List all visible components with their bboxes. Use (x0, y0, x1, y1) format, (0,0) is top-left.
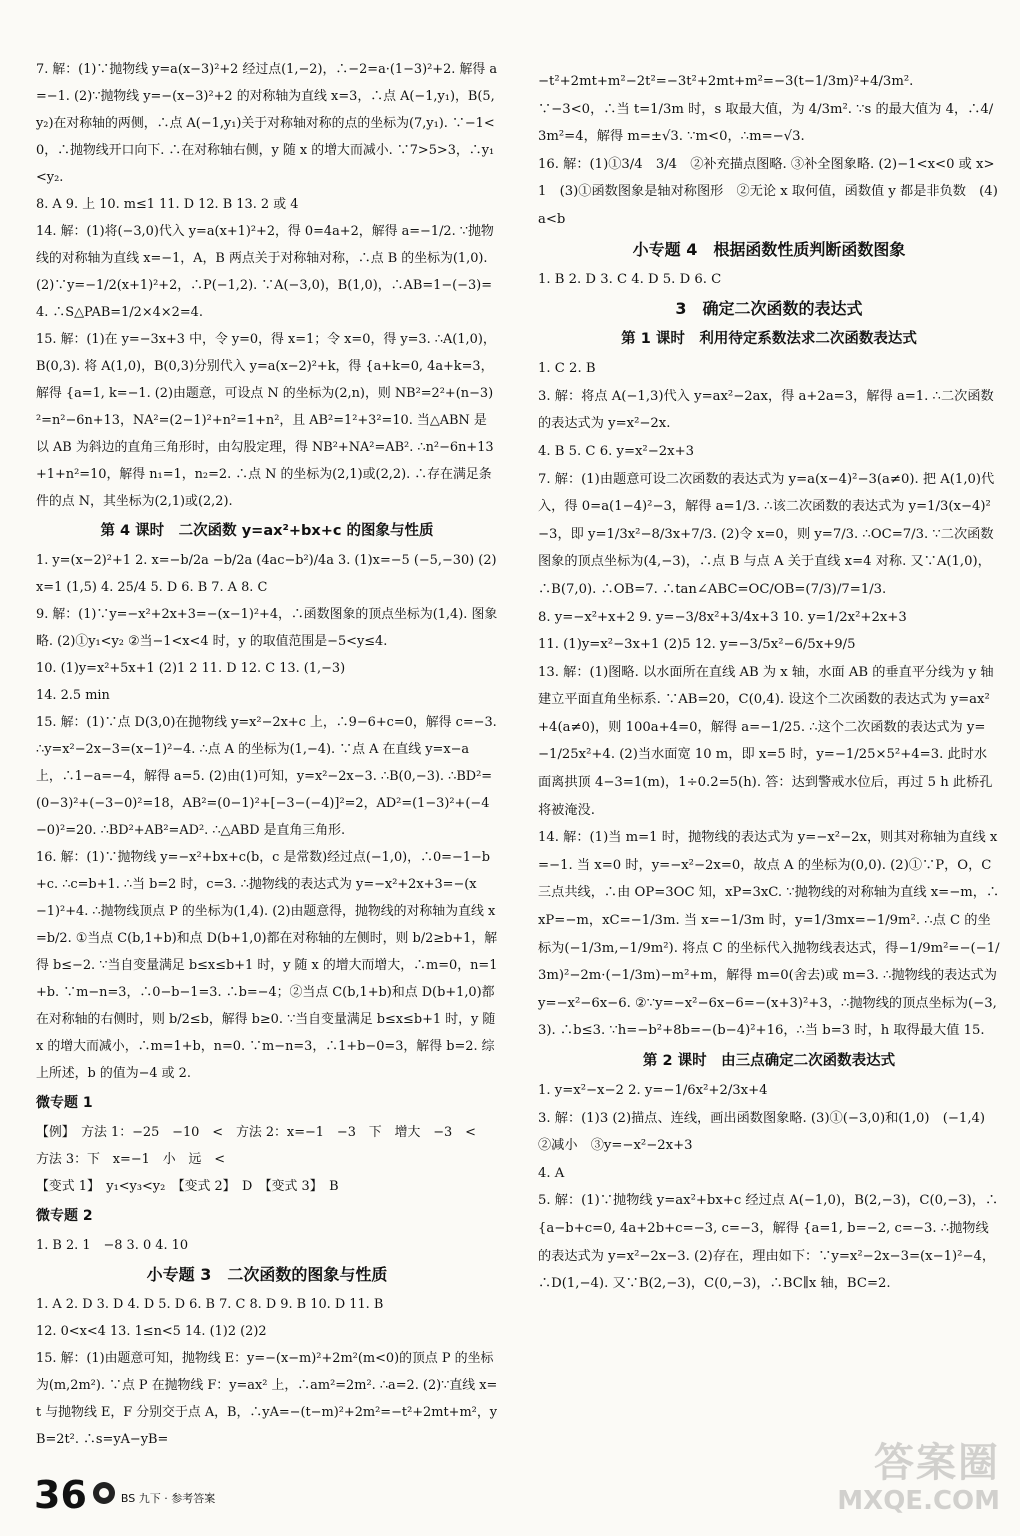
page-number: 36 (34, 1473, 87, 1517)
answer-15: 15. 解：(1)在 y=−3x+3 中，令 y=0，得 x=1；令 x=0，得 y=3. ∴A(1,0)，B(0,3). 将 A(1,0)，B(0,3)分别代入 y=a(x−2)²+k，得 {a+k=0, 4a+k=3，解得 {a=1, k=−1. (2)由题意，可设点 N 的坐标为(2,n)，则 NB²=2²+(n−3)²=n²−6n+13，NA²=(2−1)²+n²=1+n²，且 AB²=1²+3²=10. 当△ABN 是以 AB 为斜边的直角三角形时，由勾股定理，得 NB²+NA²=AB². ∴n²−6n+13+1+n²=10，解得 n₁=1，n₂=2. ∴点 N 的坐标为(2,1)或(2,2). ∴存在满足条件的点 N，其坐标为(2,1)或(2,2). (36, 332, 496, 509)
answer-14: 14. 解：(1)将(−3,0)代入 y=a(x+1)²+2，得 0=4a+2，解得 a=−1/2. ∵抛物线的对称轴为直线 x=−1，A，B 两点关于对称轴对称，∴点 B 的坐标为(1,0). (2)∵y=−1/2(x+1)²+2，∴P(−1,2). ∵A(−3,0)，B(1,0)，∴AB=1−(−3)=4. ∴S△PAB=1/2×4×2=4. (36, 224, 494, 320)
left-column (36, 56, 498, 1453)
right-column (538, 68, 1000, 1298)
topic-3-heading: 小专题 3 二次函数的图象与性质 (146, 1265, 388, 1284)
topic-4-heading: 小专题 4 根据函数性质判断函数图象 (632, 239, 906, 259)
lesson-2-answer-4: 4. A (538, 1165, 565, 1181)
lesson-4-answer-15: 15. 解：(1)∵点 D(3,0)在抛物线 y=x²−2x+c 上，∴9−6+c=0，解得 c=−3. ∴y=x²−2x−3=(x−1)²−4. ∴点 A 的坐标为(1,−4). ∵点 A 在直线 y=x−a 上，∴1−a=−4，解得 a=5. (2)由(1)可知，y=x²−2x−3. ∴B(0,−3). ∴BD²=(0−3)²+(−3−0)²=18，AB²=(0−1)²+[−3−(−4)]²=2，AD²=(1−3)²+(−4−0)²=20. ∴BD²+AB²=AD². ∴△ABD 是直角三角形. (36, 715, 497, 838)
lesson-1-answer-14: 14. 解：(1)当 m=1 时，抛物线的表达式为 y=−x²−2x，则其对称轴为直线 x=−1. 当 x=0 时，y=−x²−2x=0，故点 A 的坐标为(0,0). (2)①∵P，O，C 三点共线，∴由 OP=3OC 知，xP=3xC. ∵抛物线的对称轴为直线 x=−m，∴xP=−m，xC=−1/3m. 当 x=−1/3m 时，y=1/3mx=−1/9m². ∴点 C 的坐标为(−1/3m,−1/9m²). 将点 C 的坐标代入抛物线表达式，得−1/9m²=−(−1/3m)²−2m·(−1/3m)−m²+m，解得 m=0(舍去)或 m=3. ∴抛物线的表达式为 y=−x²−6x−6. ②∵y=−x²−6x−6=−(x+3)²+3，∴抛物线的顶点坐标为(−3,3). ∴b≤3. ∵h=−b²+8b=−(b−4)²+16，∴当 b=3 时，h 取得最大值 15. (538, 830, 1000, 1039)
micro-topic-1-variants: 【变式 1】 y₁<y₃<y₂ 【变式 2】 D 【变式 3】 B (36, 1179, 339, 1194)
lesson-2-answer-5: 5. 解：(1)∵抛物线 y=ax²+bx+c 经过点 A(−1,0)，B(2,−3)，C(0,−3)，∴{a−b+c=0, 4a+2b+c=−3, c=−3，解得 {a=1, b=−2, c=−3. ∴抛物线的表达式为 y=x²−2x−3. (2)存在，理由如下：∵y=x²−2x−3=(x−1)²−4，∴D(1,−4). 又∵B(2,−3)，C(0,−3)，∴BC∥x 轴，BC=2. (538, 1193, 999, 1292)
micro-topic-2-title: 微专题 2 (36, 1208, 93, 1224)
topic-3-answers-1-11: 1. A 2. D 3. D 4. D 5. D 6. B 7. C 8. D 9. B 10. D 11. B (36, 1297, 384, 1312)
micro-topic-1-example: 【例】 方法 1：−25 −10 < 方法 2：x=−1 −3 下 增大 −3 < 方法 3：下 x=−1 小 远 < (36, 1125, 489, 1167)
lesson-2-answers-1-2: 1. y=x²−x−2 2. y=−1/6x²+2/3x+4 (538, 1083, 768, 1098)
watermark-title: 答案圈 (874, 1440, 1000, 1486)
lesson-1-heading: 第 1 课时 利用待定系数法求二次函数表达式 (621, 331, 917, 348)
lesson-1-answers-4-6: 4. B 5. C 6. y=x²−2x+3 (538, 443, 695, 459)
lesson-4-answers-1-8: 1. y=(x−2)²+1 2. x=−b/2a −b/2a (4ac−b²)/4a 3. (1)x=−5 (−5,−30) (2)x=1 (1,5) 4. 25/4 5. D 6. B 7. A 8. C (36, 553, 497, 595)
topic-4-answers: 1. B 2. D 3. C 4. D 5. D 6. C (538, 271, 722, 287)
topic-3-answer-16: 16. 解：(1)①3/4 3/4 ②补充描点图略. ③补全图象略. (2)−1<x<0 或 x>1 (3)①函数图象是轴对称图形 ②无论 x 取何值，函数值 y 都是非负数 (4)a<b (538, 156, 998, 227)
micro-topic-2-answers: 1. B 2. 1 −8 3. 0 4. 10 (36, 1238, 189, 1253)
topic-3-answer-15-conclusion: ∵−3<0，∴当 t=1/3m 时，s 取最大值，为 4/3m². ∵s 的最大值为 4，∴4/3m²=4，解得 m=±√3. ∵m<0，∴m=−√3. (538, 101, 994, 145)
topic-3-answer-15: 15. 解：(1)由题意可知，抛物线 E：y=−(x−m)²+2m²(m<0)的顶点 P 的坐标为(m,2m²). ∵点 P 在抛物线 F：y=ax² 上，∴am²=2m². ∴a=2. (2)∵直线 x=t 与抛物线 E，F 分别交于点 A，B，∴yA=−(t−m)²+2m²=−t²+2mt+m²，yB=2t². ∴s=yA−yB= (36, 1351, 498, 1447)
lesson-4-answer-16: 16. 解：(1)∵抛物线 y=−x²+bx+c(b，c 是常数)经过点(−1,0)，∴0=−1−b+c. ∴c=b+1. ∴当 b=2 时，c=3. ∴抛物线的表达式为 y=−x²+2x+3=−(x−1)²+4. ∴抛物线顶点 P 的坐标为(1,4). (2)由题意得，抛物线的对称轴为直线 x=b/2. ①当点 C(b,1+b)和点 D(b+1,0)都在对称轴的左侧时，则 b/2≥b+1，解得 b≤−2. ∵当自变量满足 b≤x≤b+1 时，y 随 x 的增大而增大，∴m=0，n=1+b. ∵m−n=3，∴0−b−1=3. ∴b=−4；②当点 C(b,1+b)和点 D(b+1,0)都在对称轴的右侧时，则 b/2≤b，解得 b≥0. ∵当自变量满足 b≤x≤b+1 时，y 随 x 的增大而减小，∴m=1+b，n=0. ∵m−n=3，∴1+b−0=3，解得 b=2. 综上所述，b 的值为−4 或 2. (36, 850, 498, 1081)
footer-caption: BS 九下 · 参考答案 (120, 1492, 216, 1505)
watermark (810, 1440, 1000, 1522)
publisher-logo-icon (93, 1482, 115, 1504)
watermark-url: MXQE.COM (837, 1486, 1000, 1516)
lesson-1-answer-7: 7. 解：(1)由题意可设二次函数的表达式为 y=a(x−4)²−3(a≠0). 把 A(1,0)代入，得 0=a(1−4)²−3，解得 a=1/3. ∴该二次函数的表达式为 y=1/3(x−4)²−3，即 y=1/3x²−8/3x+7/3. (2)令 x=0，则 y=7/3. ∴OC=7/3. ∵二次函数图象的顶点坐标为(4,−3)，∴点 B 与点 A 关于直线 x=4 对称. 又∵A(1,0)，∴B(7,0). ∴OB=7. ∴tan∠ABC=OC/OB=(7/3)/7=1/3. (538, 471, 995, 597)
answer-7: 7. 解：(1)∵抛物线 y=a(x−3)²+2 经过点(1,−2)，∴−2=a·(1−3)²+2. 解得 a=−1. (2)∵抛物线 y=−(x−3)²+2 的对称轴为直线 x=3，∴点 A(−1,y₁)，B(5,y₂)在对称轴的两侧，∴点 A(−1,y₁)关于对称轴对称的点的坐标为(7,y₁). ∵−1<0，∴抛物线开口向下. ∴在对称轴右侧，y 随 x 的增大而减小. ∵7>5>3，∴y₁<y₂. (36, 62, 498, 185)
topic-3-answer-15-continued: −t²+2mt+m²−2t²=−3t²+2mt+m²=−3(t−1/3m)²+4/3m². (538, 74, 914, 89)
lesson-4-answer-9: 9. 解：(1)∵y=−x²+2x+3=−(x−1)²+4，∴函数图象的顶点坐标为(1,4). 图象略. (2)①y₁<y₂ ②当−1<x<4 时，y 的取值范围是−5<y≤4. (36, 607, 498, 649)
section-3-heading: 3 确定二次函数的表达式 (675, 299, 863, 319)
lesson-4-answers-10-13: 10. (1)y=x²+5x+1 (2)1 2 11. D 12. C 13. (1,−3) (36, 661, 346, 676)
lesson-1-answers-1-2: 1. C 2. B (538, 361, 596, 377)
topic-3-answers-12-14: 12. 0<x<4 13. 1≤n<5 14. (1)2 (2)2 (36, 1324, 267, 1339)
lesson-4-answer-14: 14. 2.5 min (36, 688, 110, 703)
lesson-1-answers-8-10: 8. y=−x²+x+2 9. y=−3/8x²+3/4x+3 10. y=1/2x²+2x+3 (538, 609, 907, 625)
lesson-4-heading: 第 4 课时 二次函数 y=ax²+bx+c 的图象与性质 (100, 523, 434, 539)
micro-topic-1-title: 微专题 1 (36, 1095, 93, 1111)
lesson-1-answer-13: 13. 解：(1)图略. 以水面所在直线 AB 为 x 轴，水面 AB 的垂直平分线为 y 轴建立平面直角坐标系. ∵AB=20，C(0,4). 设这个二次函数的表达式为 y=ax²+4(a≠0)，则 100a+4=0，解得 a=−1/25. ∴这个二次函数的表达式为 y=−1/25x²+4. (2)当水面宽 10 m，即 x=5 时，y=−1/25×5²+4=3. 此时水面离拱顶 4−3=1(m)，1÷0.2=5(h). 答：达到警戒水位后，再过 5 h 此桥孔将被淹没. (538, 664, 994, 818)
page-footer (34, 1470, 216, 1517)
lesson-2-answer-3: 3. 解：(1)3 (2)描点、连线，画出函数图象略. (3)①(−3,0)和(1,0) (−1,4) ②减小 ③y=−x²−2x+3 (538, 1110, 999, 1154)
answers-8-13: 8. A 9. 上 10. m≤1 11. D 12. B 13. 2 或 4 (36, 197, 299, 212)
lesson-1-answers-11-12: 11. (1)y=x²−3x+1 (2)5 12. y=−3/5x²−6/5x+9/5 (538, 637, 856, 653)
lesson-1-answer-3: 3. 解：将点 A(−1,3)代入 y=ax²−2ax，得 a+2a=3，解得 a=1. ∴二次函数的表达式为 y=x²−2x. (538, 388, 994, 432)
lesson-2-heading: 第 2 课时 由三点确定二次函数表达式 (642, 1053, 896, 1069)
